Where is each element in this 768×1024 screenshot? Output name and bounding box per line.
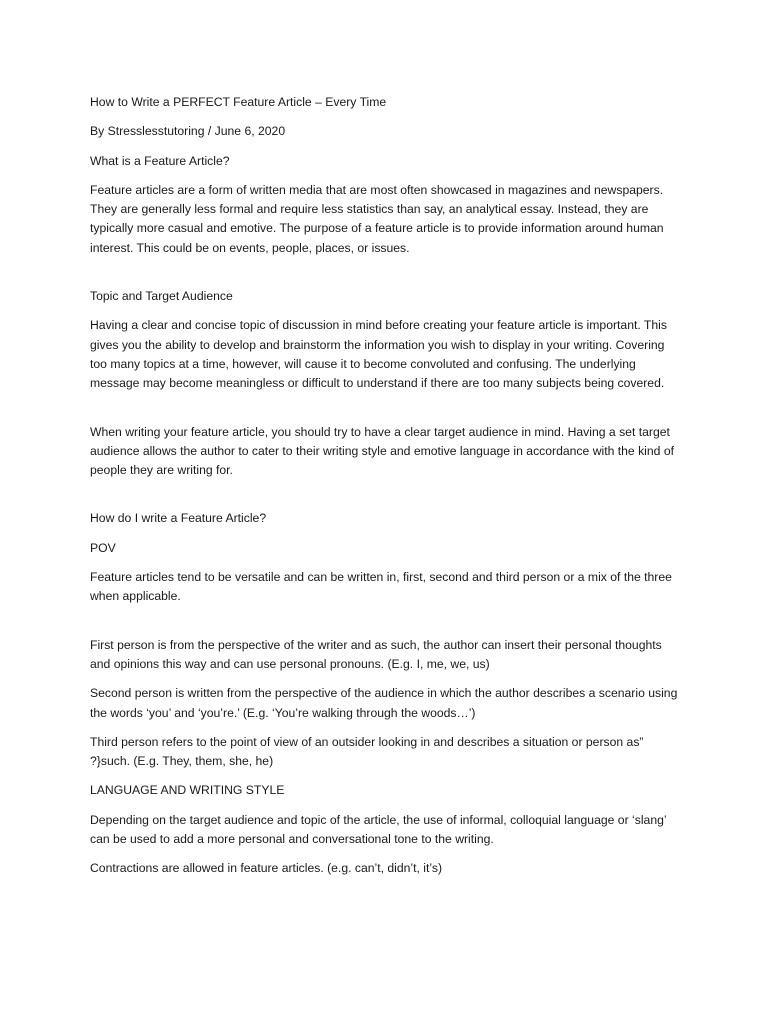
section-heading-language: LANGUAGE AND WRITING STYLE bbox=[90, 783, 285, 798]
paragraph-second-person: Second person is written from the perspective of the audience in which the author describes a scenario using the words ‘you’ and ‘you’re.’ (E.g. ‘You’re walking through the woods…’) bbox=[90, 686, 678, 720]
document-body bbox=[90, 93, 680, 889]
paragraph-topic-1: Having a clear and concise topic of discussion in mind before creating your feature article is important. This gives you the ability to develop and brainstorm the information you wish to display in your writing. Covering too many topics at a time, however, will cause it to become convoluted and confusing. The underlying message may become meaningless or difficult to understand if there are too many subjects being covered. bbox=[90, 318, 667, 391]
blank-line bbox=[90, 404, 680, 423]
blank-line bbox=[90, 268, 680, 287]
paragraph-first-person: First person is from the perspective of the writer and as such, the author can insert their personal thoughts and opinions this way and can use personal pronouns. (E.g. I, me, we, us) bbox=[90, 637, 662, 671]
section-heading-topic: Topic and Target Audience bbox=[90, 289, 233, 304]
blank-line bbox=[90, 490, 680, 509]
section-heading-pov: POV bbox=[90, 540, 116, 555]
paragraph-third-person: Third person refers to the point of view of an outsider looking in and describes a situation or person as” ?}such. (E.g. They, them, she, he) bbox=[90, 734, 644, 769]
paragraph-language: Depending on the target audience and topic of the article, the use of informal, colloquial language or ‘slang’ can be used to add a more personal and conversational tone to the writing. bbox=[90, 812, 667, 847]
paragraph-topic-2: When writing your feature article, you should try to have a clear target audience in mind. Having a set target audience allows the author to cater to their writing style and emotive language in accordance with the kind of people they are writing for. bbox=[90, 424, 674, 478]
paragraph-contractions: Contractions are allowed in feature articles. (e.g. can’t, didn’t, it’s) bbox=[90, 861, 443, 876]
blank-line bbox=[90, 617, 680, 636]
paragraph-pov: Feature articles tend to be versatile and can be written in, first, second and third person or a mix of the three when applicable. bbox=[90, 570, 672, 604]
section-heading-how: How do I write a Feature Article? bbox=[90, 511, 267, 526]
article-byline: By Stresslesstutoring / June 6, 2020 bbox=[90, 124, 286, 139]
section-heading-what: What is a Feature Article? bbox=[90, 153, 230, 168]
paragraph-what: Feature articles are a form of written media that are most often showcased in magazines and newspapers. They are generally less formal and require less statistics than say, an analytical essay. Instead, they are typically more casual and emotive. The purpose of a feature article is to provide information around human interest. This could be on events, people, places, or issues. bbox=[90, 182, 664, 255]
article-title: How to Write a PERFECT Feature Article – Every Time bbox=[90, 95, 387, 109]
